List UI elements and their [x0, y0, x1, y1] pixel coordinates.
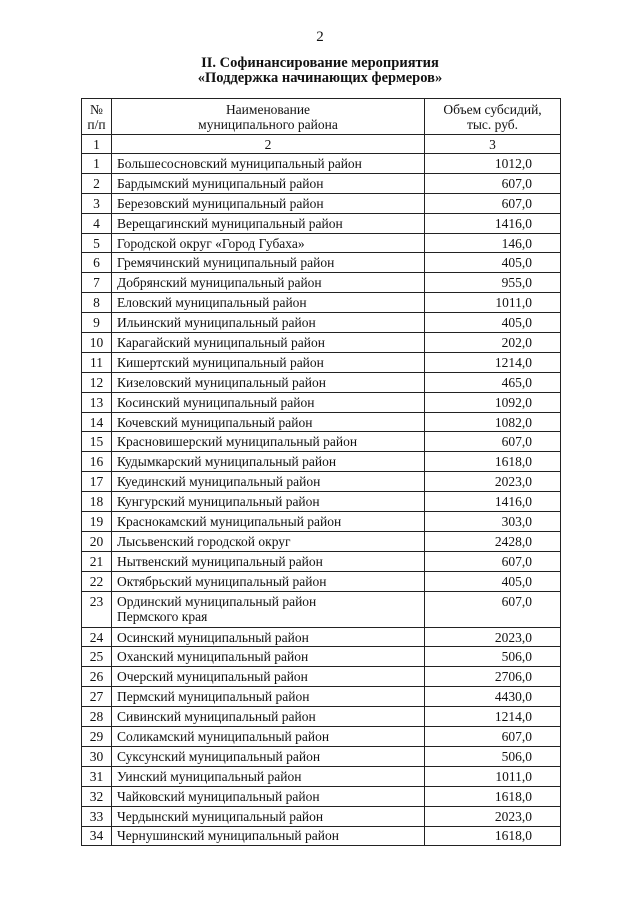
header-value-line-2: тыс. руб. [466, 116, 519, 132]
district-name-line-1: Еловский муниципальный район [117, 295, 307, 311]
row-number: 19 [82, 512, 112, 532]
district-name-line-1: Суксунский муниципальный район [117, 748, 321, 764]
row-number: 16 [82, 452, 112, 472]
district-name [112, 766, 425, 786]
district-name [112, 667, 425, 687]
district-name-line-2: Пермского края [117, 608, 208, 624]
row-number: 28 [82, 707, 112, 727]
table-row [82, 746, 561, 766]
subsidy-value: 955,0 [425, 273, 561, 293]
subsidy-table [81, 98, 561, 846]
district-name-line-1: Куединский муниципальный район [117, 474, 321, 490]
district-name [112, 193, 425, 213]
header-value-line-1: Объем субсидий, [443, 101, 542, 117]
district-name-line-1: Верещагинский муниципальный район [117, 215, 343, 231]
table-row [82, 333, 561, 353]
district-name-line-1: Краснокамский муниципальный район [117, 513, 342, 529]
district-name-line-1: Березовский муниципальный район [117, 195, 324, 211]
subsidy-value: 2428,0 [425, 531, 561, 551]
district-name [112, 352, 425, 372]
district-name-line-1: Ординский муниципальный район [117, 593, 317, 609]
district-name [112, 707, 425, 727]
district-name [112, 173, 425, 193]
table-row [82, 531, 561, 551]
district-name-line-1: Чайковский муниципальный район [117, 788, 320, 804]
row-number: 17 [82, 472, 112, 492]
district-name-line-1: Кудымкарский муниципальный район [117, 454, 337, 470]
table-row [82, 253, 561, 273]
district-name [112, 786, 425, 806]
column-number-row [82, 135, 561, 154]
subsidy-value: 2023,0 [425, 806, 561, 826]
column-number: 2 [112, 135, 425, 154]
table-row [82, 273, 561, 293]
section-title [0, 56, 640, 86]
subsidy-value: 607,0 [425, 173, 561, 193]
column-number: 3 [425, 135, 561, 154]
district-name [112, 253, 425, 273]
row-number: 20 [82, 531, 112, 551]
subsidy-value: 2706,0 [425, 667, 561, 687]
table-row [82, 786, 561, 806]
district-name-line-1: Пермский муниципальный район [117, 689, 310, 705]
row-number: 30 [82, 746, 112, 766]
subsidy-value: 2023,0 [425, 472, 561, 492]
district-name-line-1: Косинский муниципальный район [117, 394, 315, 410]
title-line-2: «Поддержка начинающих фермеров» [197, 70, 443, 86]
row-number: 11 [82, 352, 112, 372]
row-number: 3 [82, 193, 112, 213]
row-number: 25 [82, 647, 112, 667]
district-name [112, 452, 425, 472]
row-number: 8 [82, 293, 112, 313]
subsidy-value: 1214,0 [425, 352, 561, 372]
district-name-line-1: Карагайский муниципальный район [117, 334, 325, 350]
row-number: 1 [82, 154, 112, 174]
subsidy-value: 1416,0 [425, 492, 561, 512]
district-name [112, 551, 425, 571]
table-row [82, 352, 561, 372]
table-row [82, 313, 561, 333]
district-name [112, 806, 425, 826]
row-number: 5 [82, 233, 112, 253]
district-name-line-1: Бардымский муниципальный район [117, 175, 324, 191]
district-name [112, 392, 425, 412]
row-number: 4 [82, 213, 112, 233]
table-row [82, 412, 561, 432]
page-number: 2 [316, 29, 324, 45]
subsidy-value: 1618,0 [425, 786, 561, 806]
subsidy-value: 1618,0 [425, 452, 561, 472]
table-row [82, 472, 561, 492]
table-row [82, 806, 561, 826]
district-name [112, 432, 425, 452]
subsidy-value: 1214,0 [425, 707, 561, 727]
subsidy-value: 465,0 [425, 372, 561, 392]
subsidy-value: 405,0 [425, 313, 561, 333]
row-number: 27 [82, 687, 112, 707]
subsidy-value: 1011,0 [425, 766, 561, 786]
district-name-line-1: Добрянский муниципальный район [117, 275, 322, 291]
table-row [82, 571, 561, 591]
table-row [82, 627, 561, 647]
district-name-line-1: Городской округ «Город Губаха» [117, 235, 305, 251]
row-number: 23 [82, 591, 112, 627]
district-name-line-1: Гремячинский муниципальный район [117, 255, 335, 271]
district-name-line-1: Кочевский муниципальный район [117, 414, 313, 430]
row-number: 21 [82, 551, 112, 571]
subsidy-value: 1082,0 [425, 412, 561, 432]
table-row [82, 492, 561, 512]
subsidy-value: 506,0 [425, 647, 561, 667]
district-name-line-1: Красновишерский муниципальный район [117, 434, 358, 450]
district-name [112, 727, 425, 747]
row-number: 18 [82, 492, 112, 512]
table-row [82, 667, 561, 687]
district-name-line-1: Чердынский муниципальный район [117, 808, 324, 824]
district-name [112, 512, 425, 532]
district-name-line-1: Соликамский муниципальный район [117, 728, 330, 744]
district-name-line-1: Осинский муниципальный район [117, 629, 309, 645]
district-name [112, 233, 425, 253]
table-row [82, 154, 561, 174]
table-row [82, 647, 561, 667]
table-row [82, 826, 561, 846]
row-number: 29 [82, 727, 112, 747]
subsidy-value: 303,0 [425, 512, 561, 532]
district-name [112, 293, 425, 313]
district-name [112, 273, 425, 293]
district-name [112, 826, 425, 846]
district-name [112, 154, 425, 174]
district-name-line-1: Большесосновский муниципальный район [117, 155, 362, 171]
district-name [112, 492, 425, 512]
row-number: 33 [82, 806, 112, 826]
row-number: 14 [82, 412, 112, 432]
district-name-line-1: Очерский муниципальный район [117, 669, 308, 685]
row-number: 10 [82, 333, 112, 353]
table-row [82, 392, 561, 412]
district-name [112, 472, 425, 492]
row-number: 34 [82, 826, 112, 846]
header-name [112, 99, 425, 135]
header-num [82, 99, 112, 135]
header-num-line-2: п/п [87, 116, 106, 132]
row-number: 12 [82, 372, 112, 392]
district-name [112, 746, 425, 766]
table-header-row [82, 99, 561, 135]
table-row [82, 293, 561, 313]
subsidy-value: 607,0 [425, 551, 561, 571]
table-row [82, 687, 561, 707]
table-row [82, 193, 561, 213]
subsidy-value: 2023,0 [425, 627, 561, 647]
table-row [82, 173, 561, 193]
row-number: 22 [82, 571, 112, 591]
district-name [112, 313, 425, 333]
table-row [82, 233, 561, 253]
district-name [112, 591, 425, 627]
subsidy-value: 405,0 [425, 253, 561, 273]
district-name-line-1: Сивинский муниципальный район [117, 709, 316, 725]
district-name-line-1: Ильинский муниципальный район [117, 315, 316, 331]
table-row [82, 766, 561, 786]
row-number: 9 [82, 313, 112, 333]
district-name [112, 627, 425, 647]
header-value [425, 99, 561, 135]
district-name [112, 647, 425, 667]
row-number: 31 [82, 766, 112, 786]
district-name-line-1: Лысьвенский городской округ [117, 533, 291, 549]
subsidy-value: 405,0 [425, 571, 561, 591]
subsidy-value: 607,0 [425, 193, 561, 213]
table-row [82, 512, 561, 532]
table-row [82, 591, 561, 627]
district-name-line-1: Нытвенский муниципальный район [117, 553, 323, 569]
subsidy-value: 1012,0 [425, 154, 561, 174]
subsidy-value: 506,0 [425, 746, 561, 766]
row-number: 2 [82, 173, 112, 193]
header-name-line-1: Наименование [225, 101, 311, 117]
table-row [82, 452, 561, 472]
subsidy-value: 607,0 [425, 432, 561, 452]
table-row [82, 727, 561, 747]
subsidy-value: 202,0 [425, 333, 561, 353]
district-name [112, 531, 425, 551]
subsidy-value: 1092,0 [425, 392, 561, 412]
row-number: 24 [82, 627, 112, 647]
table-row [82, 432, 561, 452]
row-number: 32 [82, 786, 112, 806]
district-name-line-1: Уинский муниципальный район [117, 768, 302, 784]
district-name-line-1: Октябрьский муниципальный район [117, 573, 327, 589]
table-row [82, 707, 561, 727]
subsidy-value: 1416,0 [425, 213, 561, 233]
district-name-line-1: Чернушинский муниципальный район [117, 828, 339, 844]
subsidy-value: 607,0 [425, 591, 561, 627]
header-num-line-1: № [90, 101, 103, 117]
district-name-line-1: Кишертский муниципальный район [117, 354, 324, 370]
district-name [112, 687, 425, 707]
row-number: 15 [82, 432, 112, 452]
table-row [82, 551, 561, 571]
subsidy-value: 146,0 [425, 233, 561, 253]
district-name [112, 372, 425, 392]
district-name-line-1: Кунгурский муниципальный район [117, 494, 320, 510]
district-name [112, 571, 425, 591]
district-name-line-1: Оханский муниципальный район [117, 649, 309, 665]
table-row [82, 213, 561, 233]
district-name-line-1: Кизеловский муниципальный район [117, 374, 326, 390]
title-line-1: II. Софинансирование мероприятия [201, 55, 439, 71]
table-row [82, 372, 561, 392]
district-name [112, 213, 425, 233]
row-number: 13 [82, 392, 112, 412]
column-number: 1 [82, 135, 112, 154]
subsidy-value: 607,0 [425, 727, 561, 747]
row-number: 6 [82, 253, 112, 273]
district-name [112, 412, 425, 432]
subsidy-value: 4430,0 [425, 687, 561, 707]
row-number: 7 [82, 273, 112, 293]
subsidy-value: 1618,0 [425, 826, 561, 846]
district-name [112, 333, 425, 353]
header-name-line-2: муниципального района [198, 116, 338, 132]
subsidy-value: 1011,0 [425, 293, 561, 313]
row-number: 26 [82, 667, 112, 687]
